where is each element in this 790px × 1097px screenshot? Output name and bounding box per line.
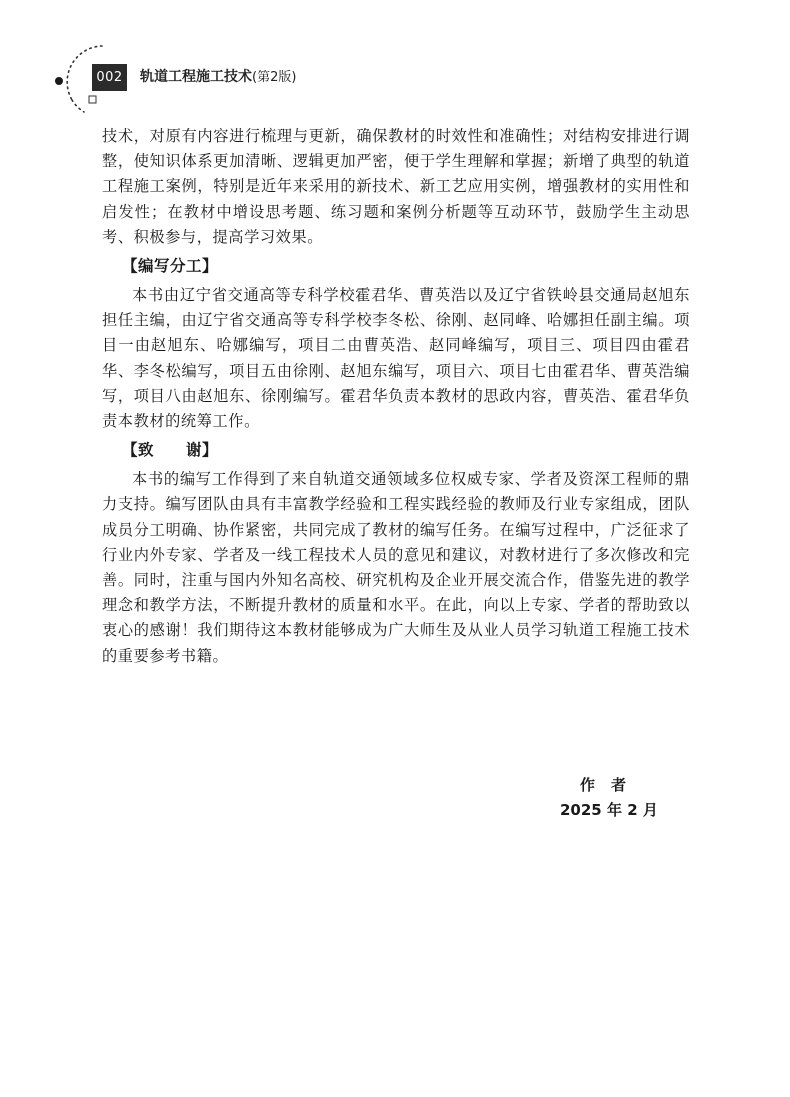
signature-block <box>560 773 670 823</box>
division-paragraph: 本书由辽宁省交通高等专科学校霍君华、曹英浩以及辽宁省铁岭县交通局赵旭东担任主编，由辽宁省交通高等专科学校李冬松、徐刚、赵同峰、哈娜担任副主编。项目一由赵旭东、哈娜编写，项目二由曹英浩、赵同峰编写，项目三、项目四由霍君华、李冬松编写，项目五由徐刚、赵旭东编写，项目六、项目七由霍君华、曹英浩编写，项目八由赵旭东、徐刚编写。霍君华负责本教材的思政内容，曹英浩、霍君华负责本教材的统筹工作。 <box>102 286 690 431</box>
signature-author: 作 者 <box>580 776 627 794</box>
division-heading: 【编写分工】 <box>122 257 219 276</box>
main-text-block <box>102 124 690 669</box>
thanks-heading: 【致 谢】 <box>122 441 219 460</box>
book-edition-text: (第2版) <box>252 70 297 85</box>
page-number: 002 <box>92 64 127 91</box>
running-header-title <box>140 64 296 91</box>
intro-continued-paragraph: 技术，对原有内容进行梳理与更新，确保教材的时效性和准确性；对结构安排进行调整，使知识体系更加清晰、逻辑更加严密，便于学生理解和掌握；新增了典型的轨道工程施工案例，特别是近年来采用的新技术、新工艺应用实例，增强教材的实用性和启发性；在教材中增设思考题、练习题和案例分析题等互动环节，鼓励学生主动思考、积极参与，提高学习效果。 <box>102 127 690 246</box>
thanks-paragraph: 本书的编写工作得到了来自轨道交通领域多位权威专家、学者及资深工程师的鼎力支持。编写团队由具有丰富教学经验和工程实践经验的教师及行业专家组成，团队成员分工明确、协作紧密，共同完成了教材的编写任务。在编写过程中，广泛征求了行业内外专家、学者及一线工程技术人员的意见和建议，对教材进行了多次修改和完善。同时，注重与国内外知名高校、研究机构及企业开展交流合作，借鉴先进的教学理念和教学方法，不断提升教材的质量和水平。在此，向以上专家、学者的帮助致以衷心的感谢！我们期待这本教材能够成为广大师生及从业人员学习轨道工程施工技术的重要参考书籍。 <box>102 470 690 665</box>
book-title-text: 轨道工程施工技术 <box>140 69 252 85</box>
signature-date: 2025 年 2 月 <box>560 801 658 819</box>
